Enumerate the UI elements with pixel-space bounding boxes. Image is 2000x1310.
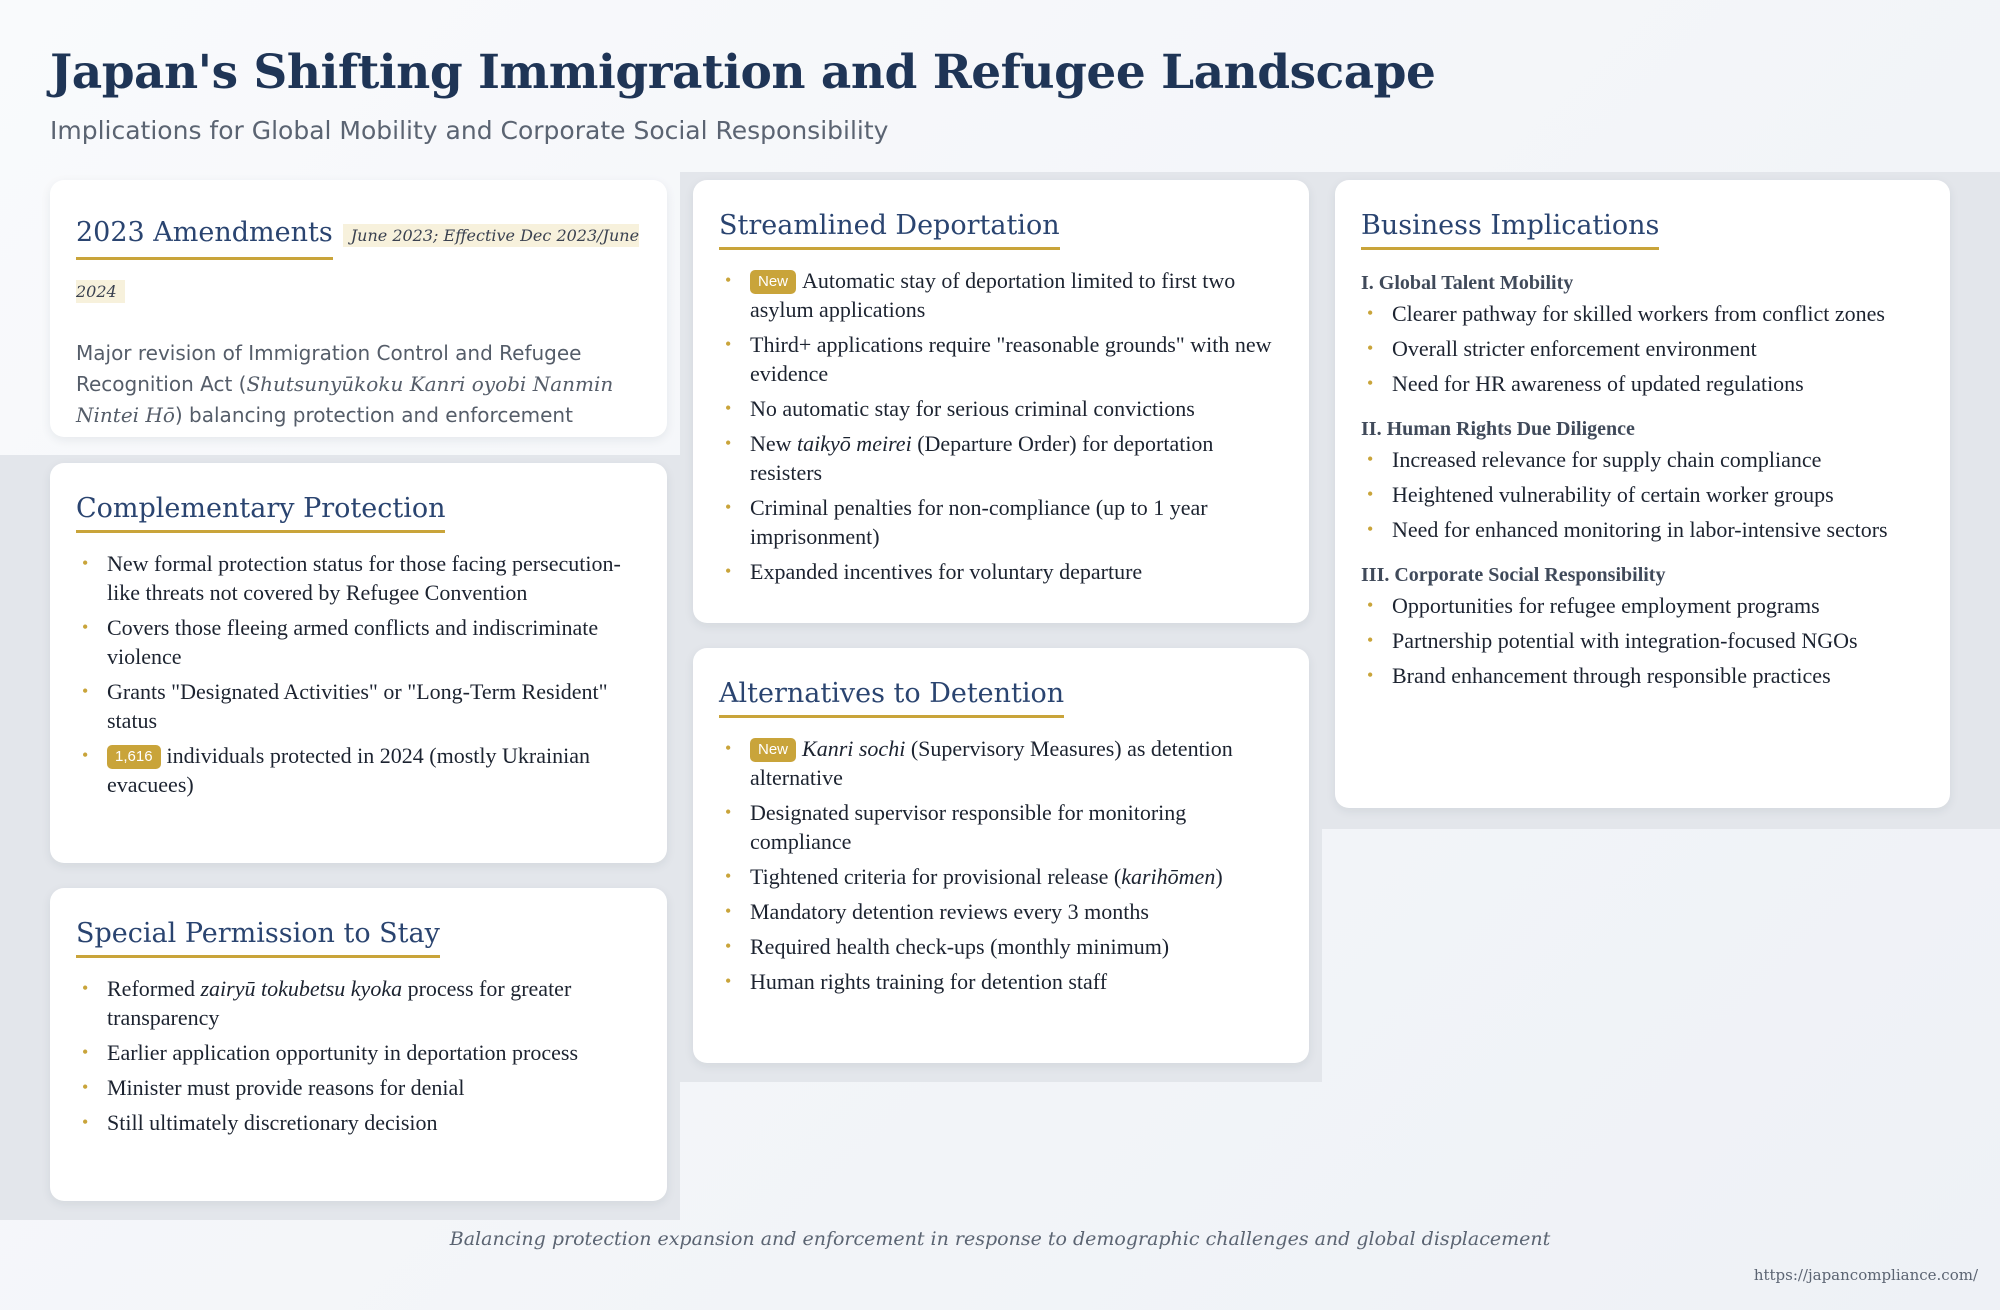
list-item: • Mandatory detention reviews every 3 months <box>719 897 1283 926</box>
amendments-desc-text: Major revision of Immigration Control and Refugee Recognition Act ( <box>76 341 582 396</box>
list-item: • New formal protection status for those facing persecution-like threats not covered by Refugee Convention <box>76 549 641 607</box>
header <box>50 45 1435 145</box>
csr-list <box>1361 591 1924 690</box>
deportation-title: Streamlined Deportation <box>719 210 1060 250</box>
act-japanese-name: Shutsunyūkoku Kanri oyobi Nanmin Nintei Hō <box>76 372 614 427</box>
list-item: • Required health check-ups (monthly minimum) <box>719 932 1283 961</box>
list-item: • Human rights training for detention staff <box>719 967 1283 996</box>
page-title: Japan's Shifting Immigration and Refugee Landscape <box>50 45 1436 100</box>
item-text: New <box>750 431 798 456</box>
amendments-card <box>50 180 667 437</box>
deportation-card <box>693 180 1309 623</box>
item-text-end: process for greater transparency <box>107 976 572 1030</box>
amendments-title: 2023 Amendments <box>76 215 333 260</box>
item-text-end: ) <box>1215 864 1223 889</box>
detention-title: Alternatives to Detention <box>719 678 1064 718</box>
list-item: • Increased relevance for supply chain compliance <box>1361 445 1924 474</box>
item-text: Tightened criteria for provisional release ( <box>750 864 1122 889</box>
special-permission-list <box>76 974 641 1137</box>
complementary-protection-card <box>50 463 667 863</box>
talent-mobility-list <box>1361 299 1924 398</box>
detention-card <box>693 648 1309 1063</box>
item-text: Reformed <box>107 976 201 1001</box>
list-item: • Need for enhanced monitoring in labor-intensive sectors <box>1361 515 1924 544</box>
amendments-date: June 2023; Effective Dec 2023/June 2024 <box>76 226 640 301</box>
human-rights-list <box>1361 445 1924 544</box>
list-item: • Third+ applications require "reasonable grounds" with new evidence <box>719 330 1283 388</box>
section-heading-csr: III. Corporate Social Responsibility <box>1361 564 1666 586</box>
business-implications-title: Business Implications <box>1361 210 1659 250</box>
detention-list <box>719 734 1283 996</box>
list-item: • Covers those fleeing armed conflicts and indiscriminate violence <box>76 613 641 671</box>
new-badge: New <box>750 738 796 762</box>
list-item: • Heightened vulnerability of certain worker groups <box>1361 480 1924 509</box>
stat-badge: 1,616 <box>107 745 161 769</box>
list-item <box>719 734 1283 792</box>
deportation-list <box>719 266 1283 586</box>
list-item: • Criminal penalties for non-compliance (up to 1 year imprisonment) <box>719 493 1283 551</box>
list-item <box>76 974 641 1032</box>
list-item: • No automatic stay for serious criminal convictions <box>719 394 1283 423</box>
amendments-desc-text-end: ) balancing protection and enforcement <box>174 403 573 427</box>
stat-text: individuals protected in 2024 (mostly Ukrainian evacuees) <box>107 743 590 797</box>
business-implications-card <box>1335 180 1950 808</box>
list-item: • Partnership potential with integration-focused NGOs <box>1361 626 1924 655</box>
item-italic-term: zairyū tokubetsu kyoka <box>200 976 403 1001</box>
list-item: • Expanded incentives for voluntary departure <box>719 557 1283 586</box>
complementary-protection-title: Complementary Protection <box>76 493 445 533</box>
list-item <box>76 741 641 799</box>
list-item <box>719 429 1283 487</box>
section-heading-human-rights: II. Human Rights Due Diligence <box>1361 418 1635 440</box>
list-item: • Minister must provide reasons for denial <box>76 1073 641 1102</box>
special-permission-card <box>50 888 667 1201</box>
item-text-end: (Departure Order) for deportation resisters <box>750 431 1214 485</box>
list-item: • Need for HR awareness of updated regulations <box>1361 369 1924 398</box>
item-italic-term: Kanri sochi <box>802 736 906 761</box>
item-text: Automatic stay of deportation limited to first two asylum applications <box>750 268 1236 322</box>
item-italic-term: karihōmen <box>1121 864 1216 889</box>
new-badge: New <box>750 270 796 294</box>
list-item: • Earlier application opportunity in deportation process <box>76 1038 641 1067</box>
list-item: • Designated supervisor responsible for monitoring compliance <box>719 798 1283 856</box>
complementary-protection-list <box>76 549 641 799</box>
item-text: (Supervisory Measures) as detention alternative <box>750 736 1233 790</box>
list-item <box>719 862 1283 891</box>
footer-tagline: Balancing protection expansion and enforcement in response to demographic challenges and global displacement <box>449 1228 1551 1250</box>
special-permission-title: Special Permission to Stay <box>76 918 440 958</box>
list-item: • Grants "Designated Activities" or "Long-Term Resident" status <box>76 677 641 735</box>
page-subtitle: Implications for Global Mobility and Corporate Social Responsibility <box>50 116 889 145</box>
source-url: https://japancompliance.com/ <box>1753 1266 1978 1284</box>
list-item <box>719 266 1283 324</box>
list-item: • Still ultimately discretionary decision <box>76 1108 641 1137</box>
section-heading-talent-mobility: I. Global Talent Mobility <box>1361 272 1574 294</box>
list-item: • Brand enhancement through responsible practices <box>1361 661 1924 690</box>
list-item: • Opportunities for refugee employment programs <box>1361 591 1924 620</box>
list-item: • Clearer pathway for skilled workers from conflict zones <box>1361 299 1924 328</box>
list-item: • Overall stricter enforcement environment <box>1361 334 1924 363</box>
item-italic-term: taikyō meirei <box>797 431 912 456</box>
amendments-description <box>76 338 641 431</box>
